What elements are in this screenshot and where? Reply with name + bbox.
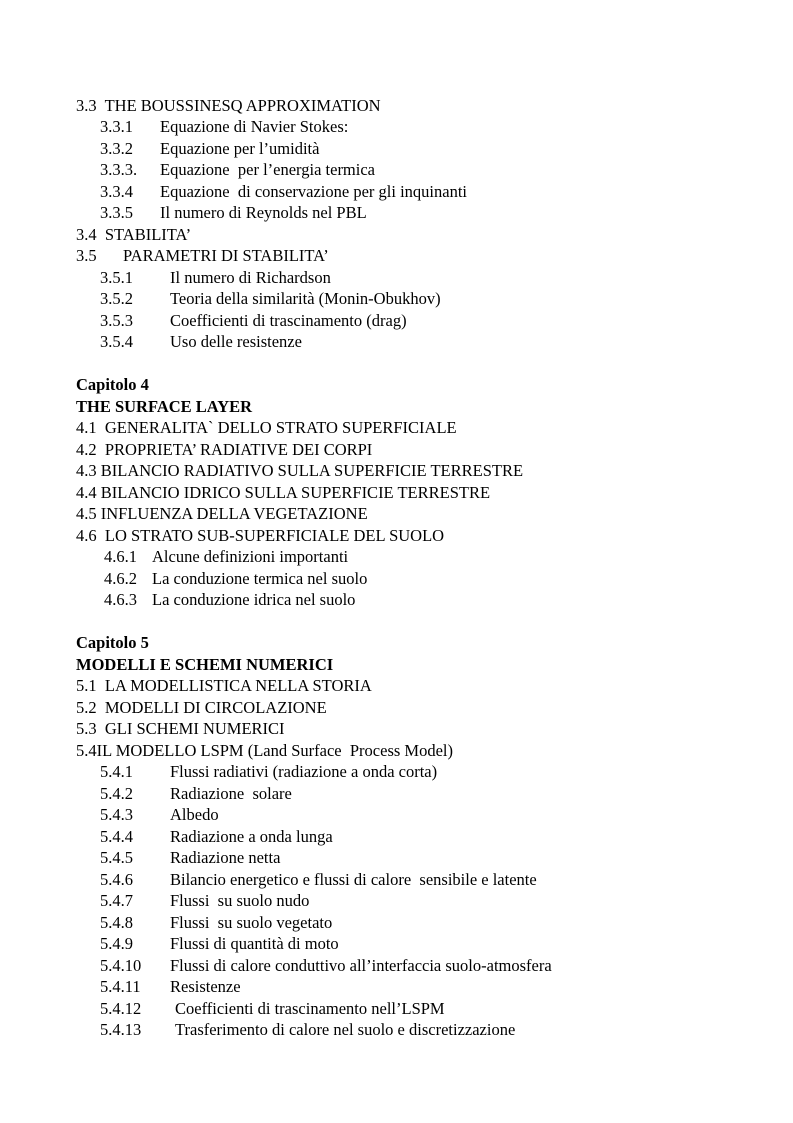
toc-number: 5.4.10 (100, 956, 142, 975)
toc-number: 4.6.3 (104, 590, 137, 609)
toc-number: 5.4.1 (100, 762, 133, 781)
toc-number: 5.4.9 (100, 934, 133, 953)
toc-title: Flussi su suolo nudo (170, 891, 310, 910)
chapter-5-label: Capitolo 5 (76, 633, 149, 652)
toc-number: 5.4.8 (100, 913, 133, 932)
toc-number: 3.5.4 (100, 332, 133, 351)
toc-title: PARAMETRI DI STABILITA’ (123, 246, 329, 265)
toc-title: La conduzione termica nel suolo (152, 569, 368, 588)
toc-entry-4-6-3 (104, 590, 355, 610)
toc-number: 5.4.13 (100, 1020, 142, 1039)
toc-entry-5-4: 5.4IL MODELLO LSPM (Land Surface Process Model) (76, 741, 453, 760)
toc-entry-5-4-11 (100, 977, 241, 997)
toc-entry-5-2: 5.2 MODELLI DI CIRCOLAZIONE (76, 698, 327, 717)
toc-number: 3.5.1 (100, 268, 133, 287)
toc-title: Albedo (170, 805, 219, 824)
toc-entry-5-4-5 (100, 848, 280, 868)
toc-number: 4.6.2 (104, 569, 137, 588)
toc-entry-5-4-12 (100, 999, 445, 1019)
toc-number: 4.6.1 (104, 547, 137, 566)
toc-entry-5-4-9 (100, 934, 339, 954)
toc-entry-5-4-4 (100, 827, 333, 847)
toc-title: Radiazione a onda lunga (170, 827, 333, 846)
toc-entry-3-3-3 (100, 160, 375, 180)
toc-title: Flussi su suolo vegetato (170, 913, 333, 932)
toc-entry-4-6-1 (104, 547, 348, 567)
toc-number: 5.4.6 (100, 870, 133, 889)
toc-title: Equazione per l’energia termica (160, 160, 375, 179)
toc-title: Coefficienti di trascinamento (drag) (170, 311, 407, 330)
toc-entry-4-1: 4.1 GENERALITA` DELLO STRATO SUPERFICIALE (76, 418, 457, 437)
toc-entry-3-3-5 (100, 203, 367, 223)
toc-number: 3.3.4 (100, 182, 133, 201)
toc-title: Flussi di quantità di moto (170, 934, 339, 953)
toc-entry-5-4-8 (100, 913, 332, 933)
toc-entry-5-4-7 (100, 891, 309, 911)
toc-entry-3-3-1 (100, 117, 348, 137)
toc-entry-5-4-6 (100, 870, 537, 890)
toc-entry-3-5-1 (100, 268, 331, 288)
toc-title: Equazione di conservazione per gli inquinanti (160, 182, 467, 201)
toc-title: Il numero di Richardson (170, 268, 331, 287)
toc-entry-5-4-2 (100, 784, 292, 804)
toc-entry-4-4: 4.4 BILANCIO IDRICO SULLA SUPERFICIE TERRESTRE (76, 483, 491, 502)
toc-number: 3.5.3 (100, 311, 133, 330)
toc-entry-4-5: 4.5 INFLUENZA DELLA VEGETAZIONE (76, 504, 368, 523)
toc-number: 5.4.5 (100, 848, 133, 867)
toc-entry-3-5-4 (100, 332, 302, 352)
toc-entry-5-4-10 (100, 956, 552, 976)
toc-entry-5-4-13 (100, 1020, 515, 1040)
toc-title: Alcune definizioni importanti (152, 547, 349, 566)
toc-entry-5-1: 5.1 LA MODELLISTICA NELLA STORIA (76, 676, 372, 695)
toc-title: Flussi radiativi (radiazione a onda corta) (170, 762, 438, 781)
toc-entry-3-3: 3.3 THE BOUSSINESQ APPROXIMATION (76, 96, 381, 115)
toc-title: Radiazione solare (170, 784, 292, 803)
toc-entry-3-3-2 (100, 139, 319, 159)
toc-number: 3.3.1 (100, 117, 133, 136)
toc-entry-3-5-2 (100, 289, 441, 309)
toc-title: Coefficienti di trascinamento nell’LSPM (175, 999, 445, 1018)
toc-number: 5.4.11 (100, 977, 141, 996)
toc-entry-5-3: 5.3 GLI SCHEMI NUMERICI (76, 719, 285, 738)
toc-title: Resistenze (170, 977, 241, 996)
toc-title: Radiazione netta (170, 848, 281, 867)
chapter-4-label: Capitolo 4 (76, 375, 149, 394)
toc-number: 5.4.7 (100, 891, 133, 910)
toc-number: 5.4.3 (100, 805, 133, 824)
toc-title: Uso delle resistenze (170, 332, 302, 351)
toc-title: Equazione per l’umidità (160, 139, 320, 158)
toc-number: 3.3.5 (100, 203, 133, 222)
toc-entry-3-5-3 (100, 311, 407, 331)
toc-title: Trasferimento di calore nel suolo e discretizzazione (175, 1020, 516, 1039)
toc-number: 3.5 (76, 246, 97, 265)
toc-entry-4-3: 4.3 BILANCIO RADIATIVO SULLA SUPERFICIE TERRESTRE (76, 461, 524, 480)
toc-number: 5.4.4 (100, 827, 133, 846)
toc-entry-5-4-1 (100, 762, 437, 782)
toc-title: La conduzione idrica nel suolo (152, 590, 356, 609)
toc-number: 3.3.2 (100, 139, 133, 158)
toc-entry-3-5 (76, 246, 329, 266)
chapter-5-title: MODELLI E SCHEMI NUMERICI (76, 655, 334, 674)
toc-entry-4-2: 4.2 PROPRIETA’ RADIATIVE DEI CORPI (76, 440, 373, 459)
toc-title: Il numero di Reynolds nel PBL (160, 203, 367, 222)
toc-entry-3-4: 3.4 STABILITA’ (76, 225, 192, 244)
toc-title: Equazione di Navier Stokes: (160, 117, 349, 136)
toc-number: 5.4.2 (100, 784, 133, 803)
chapter-4-title: THE SURFACE LAYER (76, 397, 253, 416)
toc-entry-5-4-3 (100, 805, 219, 825)
toc-entry-4-6: 4.6 LO STRATO SUB-SUPERFICIALE DEL SUOLO (76, 526, 445, 545)
toc-title: Flussi di calore conduttivo all’interfaccia suolo-atmosfera (170, 956, 552, 975)
toc-title: Teoria della similarità (Monin-Obukhov) (170, 289, 441, 308)
toc-number: 3.5.2 (100, 289, 133, 308)
toc-number: 3.3.3. (100, 160, 138, 179)
toc-title: Bilancio energetico e flussi di calore sensibile e latente (170, 870, 537, 889)
toc-number: 5.4.12 (100, 999, 142, 1018)
toc-entry-3-3-4 (100, 182, 467, 202)
toc-entry-4-6-2 (104, 569, 367, 589)
